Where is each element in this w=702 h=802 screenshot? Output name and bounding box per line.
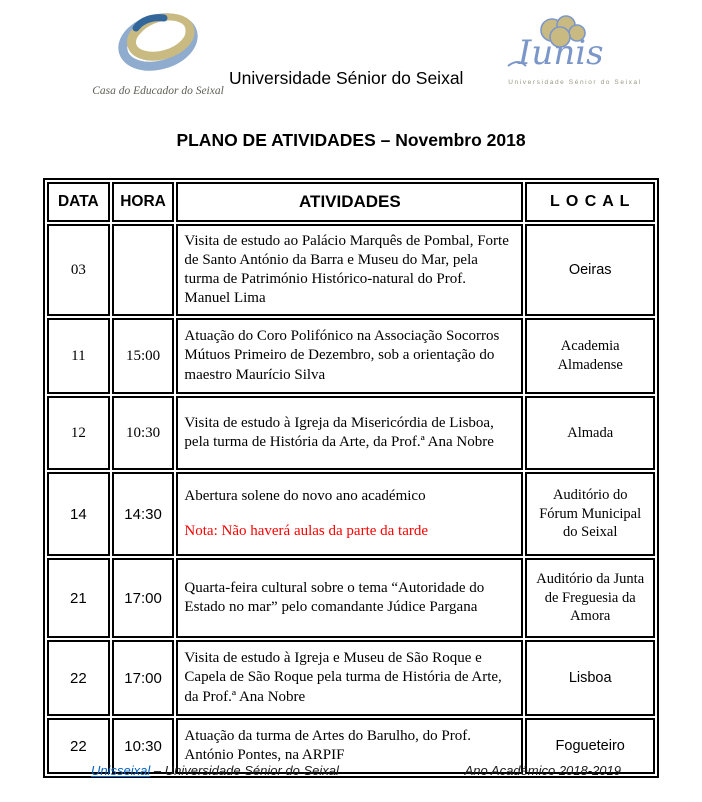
table-header-row <box>47 182 655 222</box>
footer-left <box>91 763 339 778</box>
cell-local: Lisboa <box>525 640 655 716</box>
header-data: DATA <box>47 182 110 222</box>
table-row <box>47 318 655 394</box>
cell-data: 22 <box>47 640 110 716</box>
table-row <box>47 224 655 316</box>
cell-hora: 17:00 <box>112 558 175 638</box>
cell-hora: 10:30 <box>112 396 175 470</box>
activity-note: Nota: Não haverá aulas da parte da tarde <box>184 522 429 539</box>
cell-data: 03 <box>47 224 110 316</box>
activities-table <box>43 178 659 778</box>
header-local: L O C A L <box>525 182 655 222</box>
footer-right-text: Ano Académico 2018-2019 <box>464 763 621 778</box>
casa-educador-logo <box>78 10 238 97</box>
cell-data: 12 <box>47 396 110 470</box>
cell-atividades: Quarta-feira cultural sobre o tema “Autoridade do Estado no mar” pelo comandante Júdice Pargana <box>176 558 523 638</box>
cell-atividades: Atuação da turma de Artes do Barulho, do Prof. António Pontes, na ARPIF <box>176 718 523 774</box>
org-title: Universidade Sénior do Seixal <box>229 68 464 88</box>
cell-data: 11 <box>47 318 110 394</box>
svg-text:Iunis: Iunis <box>518 33 604 73</box>
cell-hora: 10:30 <box>112 718 175 774</box>
cell-data: 22 <box>47 718 110 774</box>
cell-data: 21 <box>47 558 110 638</box>
cell-atividades: Visita de estudo à Igreja e Museu de São Roque e Capela de São Roque pela turma de História de Arte, da Prof.ª Ana Nobre <box>176 640 523 716</box>
cell-local: Academia Almadense <box>525 318 655 394</box>
page-header <box>0 6 702 106</box>
table-row <box>47 472 655 556</box>
cell-hora: 14:30 <box>112 472 175 556</box>
header-hora: HORA <box>112 182 175 222</box>
cell-local: Almada <box>525 396 655 470</box>
footer-left-text: – Universidade Sénior do Seixal <box>150 763 339 778</box>
cell-atividades: Atuação do Coro Polifónico na Associação Socorros Mútuos Primeiro de Dezembro, sob a orientação do maestro Maurício Silva <box>176 318 523 394</box>
cell-hora: 15:00 <box>112 318 175 394</box>
table-row <box>47 640 655 716</box>
cell-local: Fogueteiro <box>525 718 655 774</box>
unis-logo-caption: Universidade Sénior do Seixal <box>508 79 642 86</box>
casa-educador-caption: Casa do Educador do Seixal <box>92 85 224 97</box>
header-atividades: ATIVIDADES <box>176 182 523 222</box>
unis-logo-icon <box>500 33 650 80</box>
unis-logo <box>492 14 658 86</box>
table-row <box>47 558 655 638</box>
cell-local: Auditório do Fórum Municipal do Seixal <box>525 472 655 556</box>
cell-hora <box>112 224 175 316</box>
cell-atividades <box>176 472 523 556</box>
cell-local: Oeiras <box>525 224 655 316</box>
table-row <box>47 396 655 470</box>
page-title: PLANO DE ATIVIDADES – Novembro 2018 <box>176 130 526 150</box>
unisseixal-link[interactable]: Unisseixal <box>91 763 151 778</box>
page-footer <box>43 763 659 778</box>
activity-text: Abertura solene do novo ano académico <box>184 488 426 505</box>
cell-atividades: Visita de estudo à Igreja da Misericórdia de Lisboa, pela turma de História da Arte, da Prof.ª Ana Nobre <box>176 396 523 470</box>
cell-hora: 17:00 <box>112 640 175 716</box>
cell-local: Auditório da Junta de Freguesia da Amora <box>525 558 655 638</box>
swoosh-logo-icon <box>98 65 218 82</box>
cell-data: 14 <box>47 472 110 556</box>
cell-atividades: Visita de estudo ao Palácio Marquês de Pombal, Forte de Santo António da Barra e Museu do Mar, pela turma de Património Histórico-natural do Prof. Manuel Lima <box>176 224 523 316</box>
